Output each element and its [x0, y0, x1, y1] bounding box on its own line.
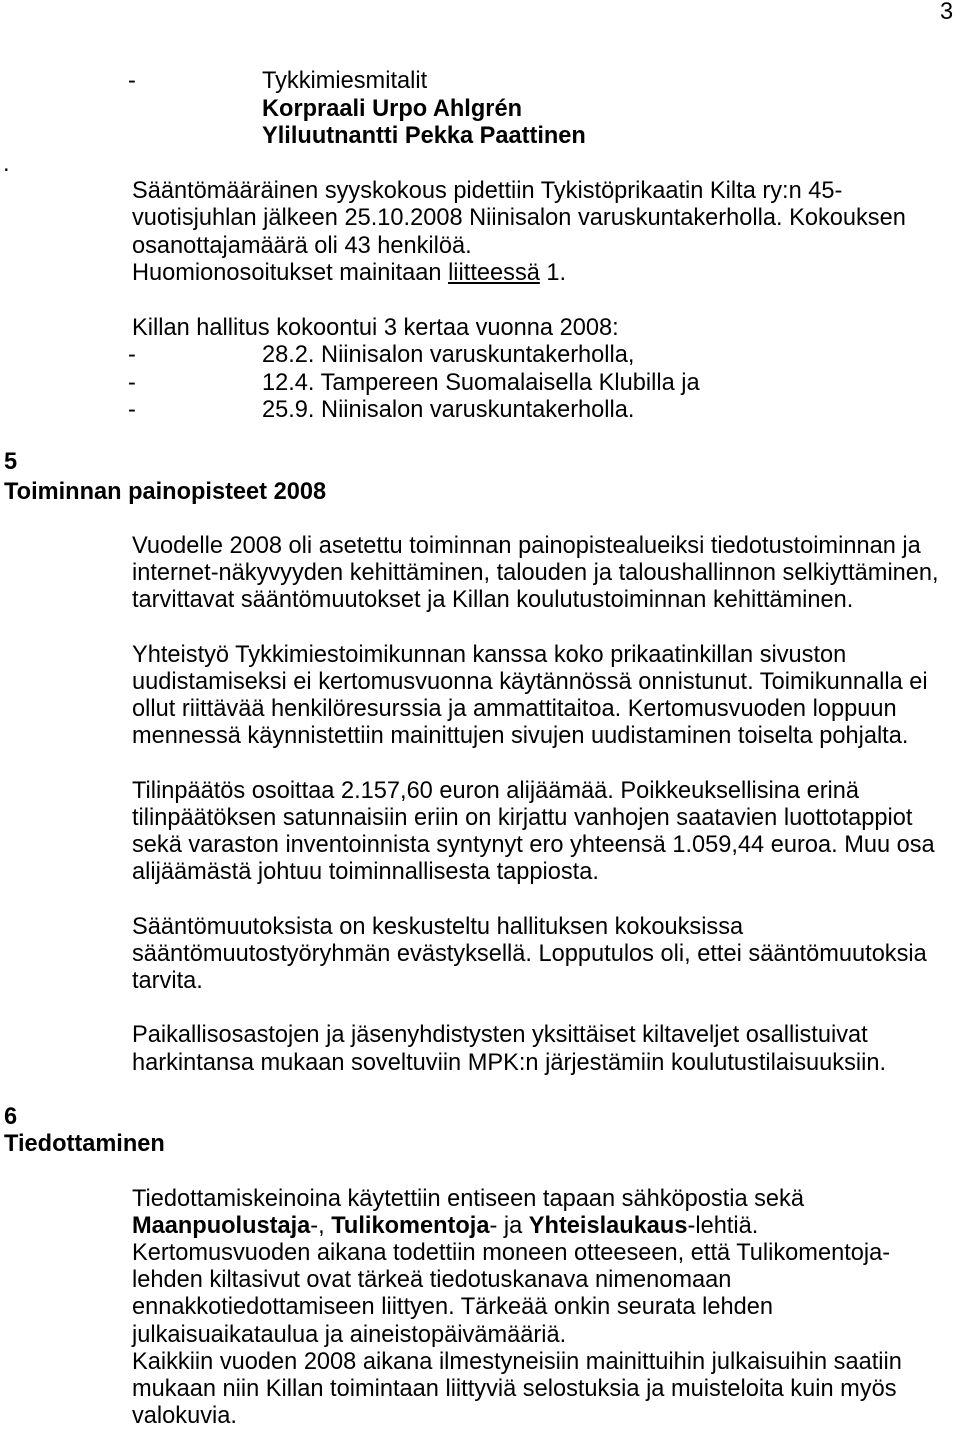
stray-dot: .	[3, 150, 10, 177]
section-title: Toiminnan painopisteet 2008	[4, 478, 327, 505]
paragraph-line: Kertomusvuoden aikana todettiin moneen otteeseen, että Tulikomentoja-	[132, 1239, 891, 1266]
publication-suffix: -lehtiä.	[687, 1212, 759, 1239]
paragraph-line: Paikallisosastojen ja jäsenyhdistysten yksittäiset kiltaveljet osallistuivat	[132, 1022, 868, 1049]
attachment-note-text: Huomionosoitukset mainitaan	[132, 260, 449, 287]
paragraph-line: alijäämästä johtuu toiminnallisesta tappiosta.	[132, 859, 599, 886]
board-meeting-item	[0, 398, 700, 422]
award-recipient: Yliluutnantti Pekka Paattinen	[262, 123, 586, 150]
paragraph-line: vuotisjuhlan jälkeen 25.10.2008 Niinisalon varuskuntakerholla. Kokouksen	[132, 205, 906, 232]
list-bullet: -	[128, 397, 136, 424]
section-title: Tiedottaminen	[4, 1131, 165, 1158]
paragraph-line: Kaikkiin vuoden 2008 aikana ilmestyneisiin mainittuihin julkaisuihin saatiin	[132, 1348, 902, 1375]
list-bullet: -	[128, 68, 136, 95]
paragraph-line: sääntömuutostyöryhmän evästyksellä. Lopputulos oli, ettei sääntömuutoksia	[132, 940, 927, 967]
attachment-note-line	[132, 261, 906, 285]
section-paragraph	[132, 779, 935, 885]
paragraph-line: internet-näkyvyyden kehittäminen, talouden ja taloushallinnon selkiyttäminen,	[132, 559, 939, 586]
board-meeting-item	[0, 343, 700, 367]
publication-separator: - ja	[489, 1212, 529, 1239]
paragraph-line: mennessä käynnistettiin mainittujen sivujen uudistaminen toiselta pohjalta.	[132, 723, 909, 750]
board-meeting-item	[0, 371, 700, 395]
paragraph-line: Yhteistyö Tykkimiestoimikunnan kanssa koko prikaatinkillan sivuston	[132, 641, 847, 668]
paragraph-line: ennakkotiedottamiseen liittyen. Tärkeää onkin seurata lehden	[132, 1294, 773, 1321]
paragraph-line: ollut riittävää henkilöresurssia ja ammattitaitoa. Kertomusvuoden loppuun	[132, 695, 897, 722]
paragraph-line: Sääntömääräinen syyskokous pidettiin Tykistöprikaatin Kilta ry:n 45-	[132, 177, 843, 204]
paragraph-line: uudistamiseksi ei kertomusvuonna käytännössä onnistunut. Toimikunnalla ei	[132, 668, 928, 695]
awards-heading: Tykkimiesmitalit	[262, 68, 428, 95]
publication-name: Yhteislaukaus	[528, 1212, 688, 1239]
list-bullet: -	[128, 342, 136, 369]
paragraph-line: Vuodelle 2008 oli asetettu toiminnan painopistealueiksi tiedotustoiminnan ja	[132, 532, 921, 559]
paragraph-line: lehden kiltasivut ovat tärkeä tiedotuskanava nimenomaan	[132, 1267, 732, 1294]
paragraph-line: sekä varaston inventoinnista syntynyt ero yhteensä 1.059,44 euroa. Muu osa	[132, 831, 935, 858]
page-number: 3	[940, 0, 954, 25]
paragraph-line: Tiedottamiskeinoina käytettiin entiseen tapaan sähköpostia sekä	[132, 1185, 804, 1212]
board-intro: Killan hallitus kokoontui 3 kertaa vuonna 2008:	[132, 314, 619, 341]
board-meeting-text: 12.4. Tampereen Suomalaisella Klubilla ja	[262, 369, 700, 396]
publication-name: Maanpuolustaja	[132, 1212, 311, 1239]
section-paragraph	[132, 915, 927, 993]
paragraph-line: Tilinpäätös osoittaa 2.157,60 euron alijäämää. Poikkeuksellisina erinä	[132, 777, 860, 804]
section-paragraph	[132, 1023, 886, 1074]
section-number: 5	[4, 449, 18, 476]
board-meeting-text: 28.2. Niinisalon varuskuntakerholla,	[262, 342, 635, 369]
paragraph-line: harkintansa mukaan soveltuviin MPK:n järjestämiin koulutustilaisuuksiin.	[132, 1049, 887, 1076]
publication-name: Tulikomentoja	[331, 1212, 490, 1239]
attachment-note-number: 1.	[539, 260, 567, 287]
publications-line	[132, 1214, 902, 1238]
award-recipient: Korpraali Urpo Ahlgrén	[262, 95, 522, 122]
meeting-paragraph	[132, 179, 906, 285]
section-number: 6	[4, 1104, 18, 1130]
attachment-link[interactable]: liitteessä	[448, 260, 540, 287]
publication-separator: -,	[310, 1212, 332, 1239]
paragraph-line: tarvittavat sääntömuutokset ja Killan koulutustoiminnan kehittäminen.	[132, 587, 854, 614]
section-paragraph	[132, 643, 928, 749]
awards-heading-row	[0, 69, 586, 93]
paragraph-line: julkaisuaikataulua ja aineistopäivämääriä.	[132, 1321, 567, 1348]
section-paragraph	[132, 534, 939, 612]
list-bullet: -	[128, 369, 136, 396]
paragraph-line: Sääntömuutoksista on keskusteltu hallituksen kokouksissa	[132, 913, 744, 940]
paragraph-line: osanottajamäärä oli 43 henkilöä.	[132, 232, 472, 259]
awards-block	[0, 69, 586, 148]
paragraph-line: tilinpäätöksen satunnaisiin eriin on kirjattu vanhojen saatavien luottotappiot	[132, 804, 913, 831]
paragraph-line: tarvita.	[132, 967, 203, 994]
board-meeting-text: 25.9. Niinisalon varuskuntakerholla.	[262, 397, 635, 424]
paragraph-line: mukaan niin Killan toimintaan liittyviä selostuksia ja muisteloita kuin myös	[132, 1375, 897, 1402]
paragraph-line: valokuvia.	[132, 1403, 237, 1430]
board-block	[0, 316, 700, 422]
section-paragraph	[132, 1187, 902, 1429]
